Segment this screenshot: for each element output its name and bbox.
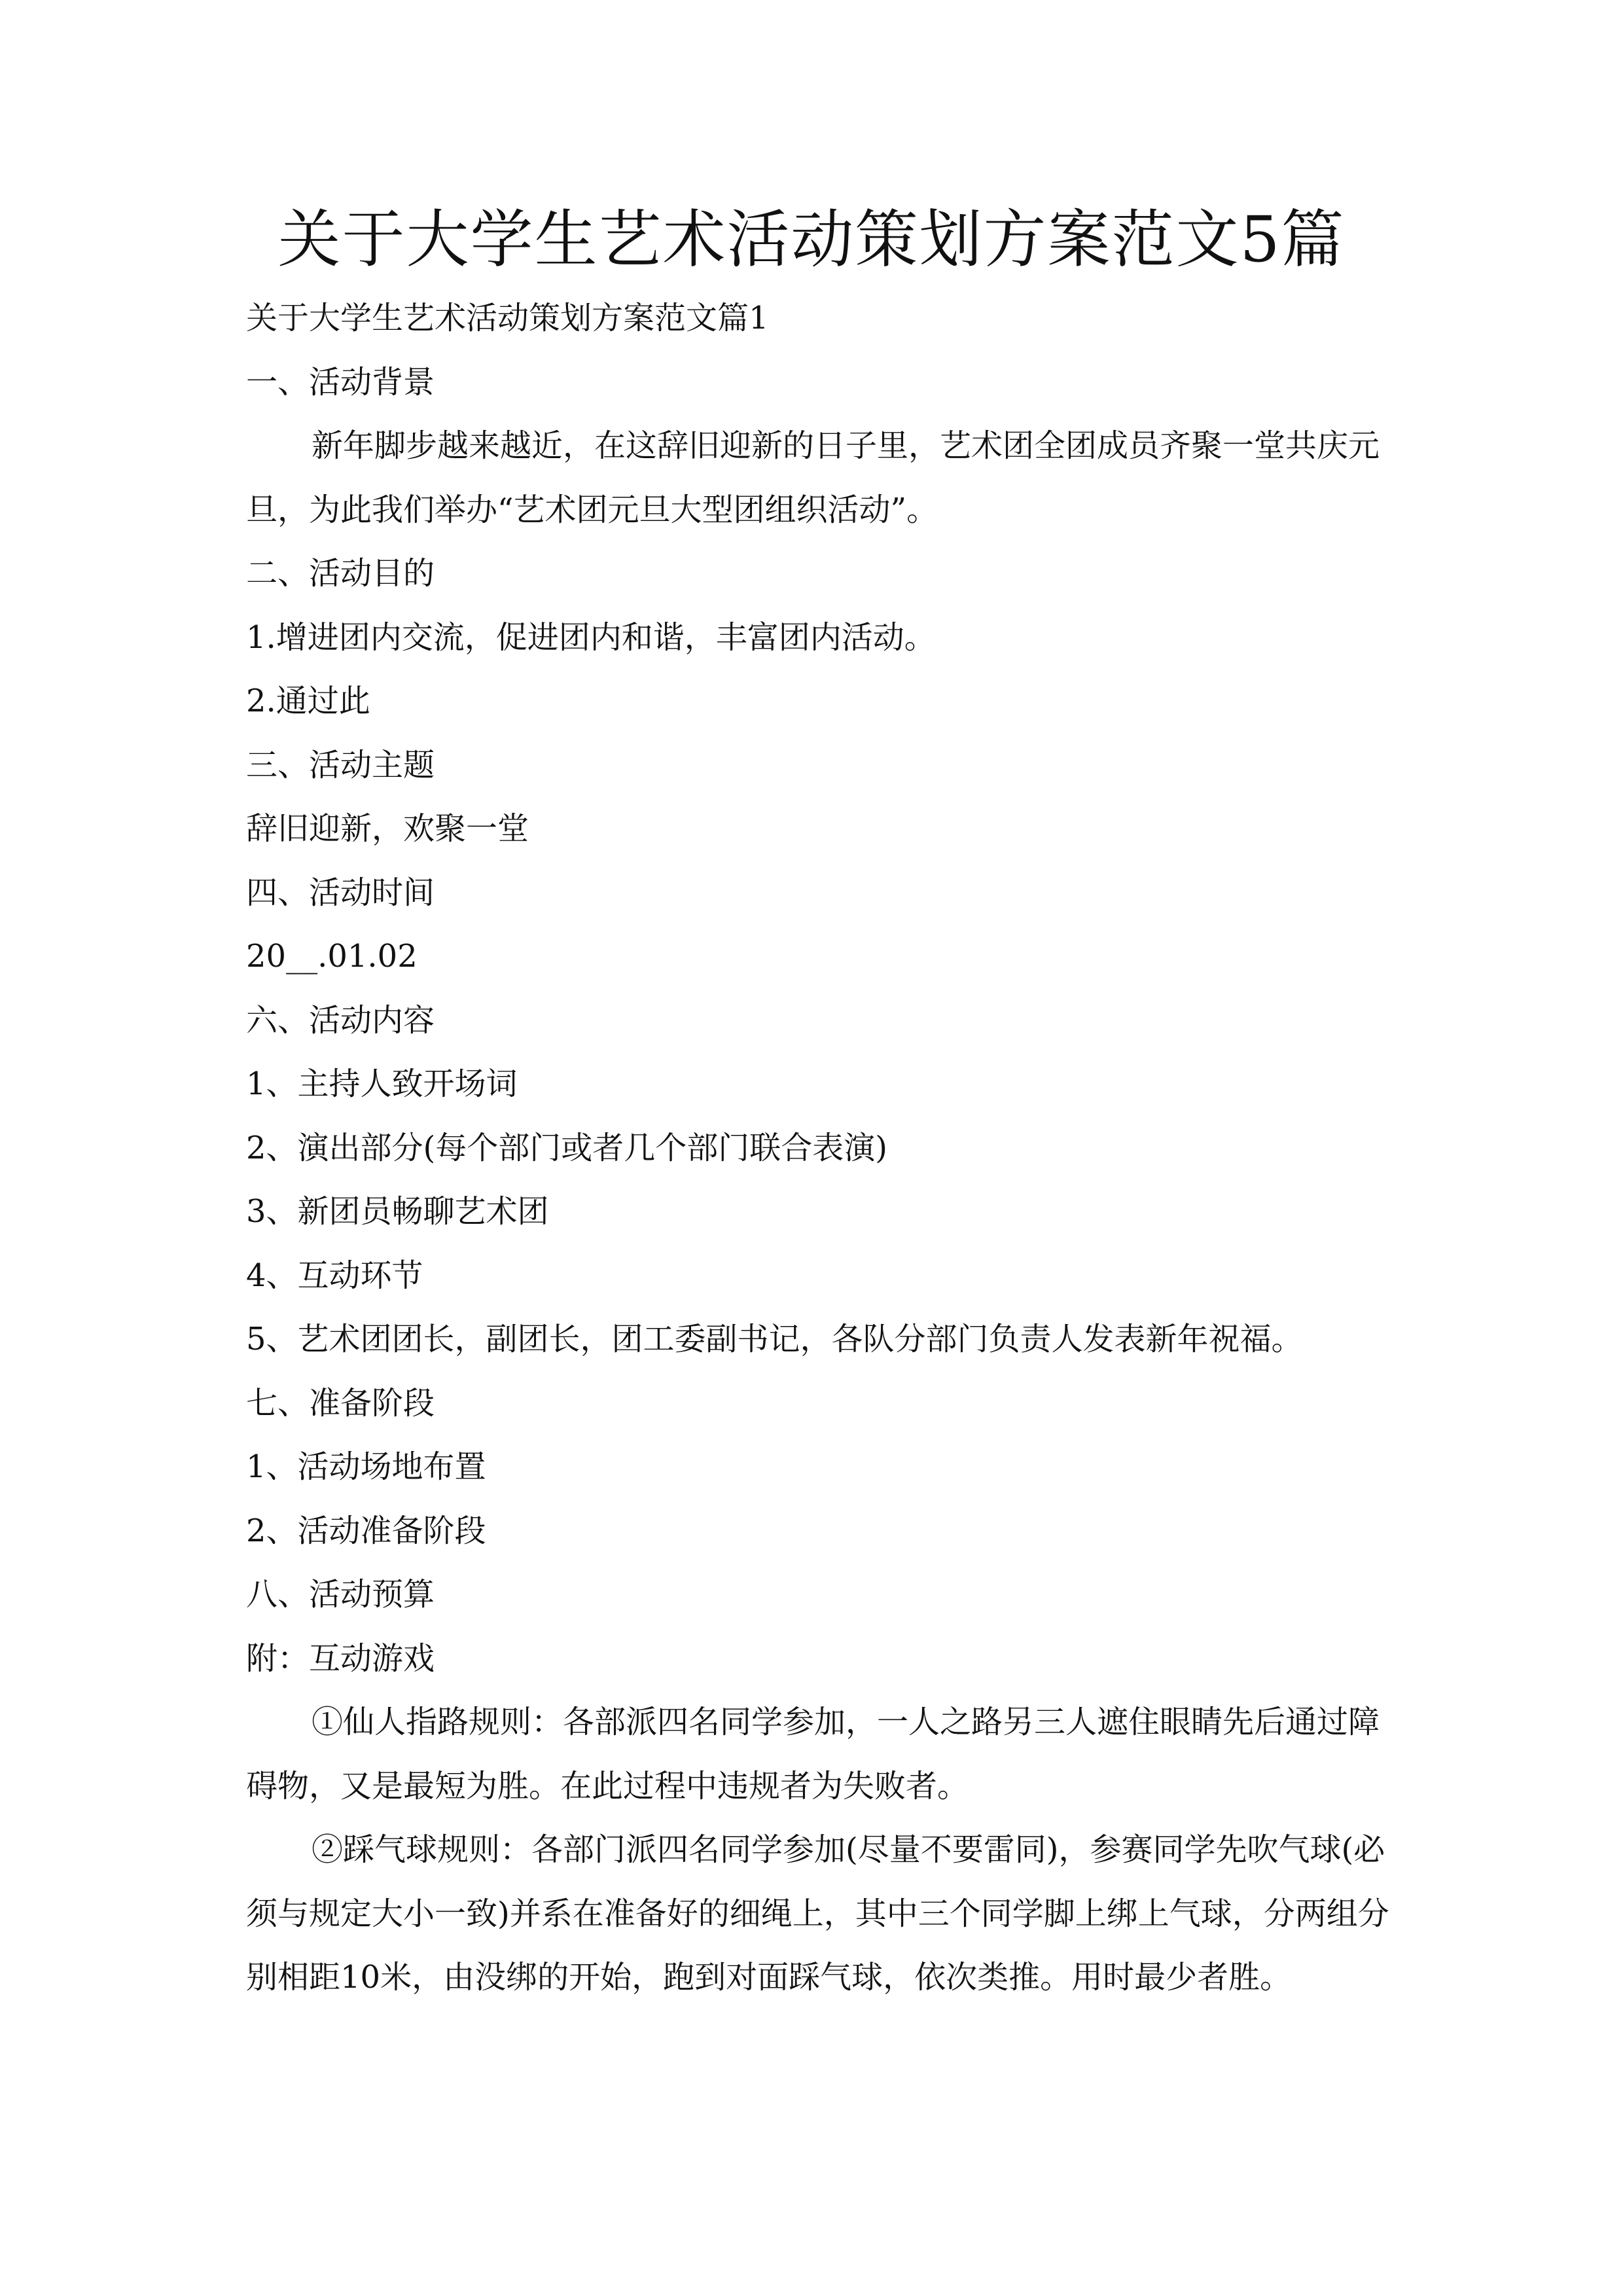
article-subtitle: 关于大学生艺术活动策划方案范文篇1 xyxy=(246,300,769,336)
list-item: 1.增进团内交流，促进团内和谐，丰富团内活动。 xyxy=(246,619,936,656)
section-heading-background: 一、活动背景 xyxy=(246,363,435,401)
paragraph-theme: 辞旧迎新，欢聚一堂 xyxy=(246,810,529,847)
list-item: 2、活动准备阶段 xyxy=(246,1512,486,1549)
paragraph-game-1: ①仙人指路规则：各部派四名同学参加，一人之路另三人遮住眼睛先后通过障碍物，又是最短为胜。在此过程中违规者为失败者。 xyxy=(246,1704,1380,1804)
document-title: 关于大学生艺术活动策划方案范文5篇 xyxy=(277,203,1346,276)
list-item: 3、新团员畅聊艺术团 xyxy=(246,1193,549,1230)
section-heading-purpose: 二、活动目的 xyxy=(246,555,435,592)
section-heading-games: 附：互动游戏 xyxy=(246,1640,435,1677)
section-heading-time: 四、活动时间 xyxy=(246,874,435,911)
document-body xyxy=(246,287,1398,2010)
paragraph-background: 新年脚步越来越近，在这辞旧迎新的日子里，艺术团全团成员齐聚一堂共庆元旦，为此我们举办“艺术团元旦大型团组织活动”。 xyxy=(246,427,1380,528)
list-item: 1、活动场地布置 xyxy=(246,1448,486,1485)
list-item: 2、演出部分(每个部门或者几个部门联合表演) xyxy=(246,1129,887,1166)
section-heading-budget: 八、活动预算 xyxy=(246,1576,435,1613)
section-heading-prep: 七、准备阶段 xyxy=(246,1384,435,1422)
list-item: 4、互动环节 xyxy=(246,1257,423,1294)
paragraph-game-2: ②踩气球规则：各部门派四名同学参加(尽量不要雷同)，参赛同学先吹气球(必须与规定大小一致)并系在准备好的细绳上，其中三个同学脚上绑上气球，分两组分别相距10米，由没绑的开始，跑到对面踩气球，依次类推。用时最少者胜。 xyxy=(246,1831,1389,1996)
list-item: 5、艺术团团长，副团长，团工委副书记，各队分部门负责人发表新年祝福。 xyxy=(246,1321,1303,1357)
section-heading-content: 六、活动内容 xyxy=(246,1001,435,1039)
list-item: 2.通过此 xyxy=(246,683,370,719)
list-item: 1、主持人致开场词 xyxy=(246,1066,518,1102)
section-heading-theme: 三、活动主题 xyxy=(246,746,435,783)
paragraph-time: 20__.01.02 xyxy=(246,938,418,975)
